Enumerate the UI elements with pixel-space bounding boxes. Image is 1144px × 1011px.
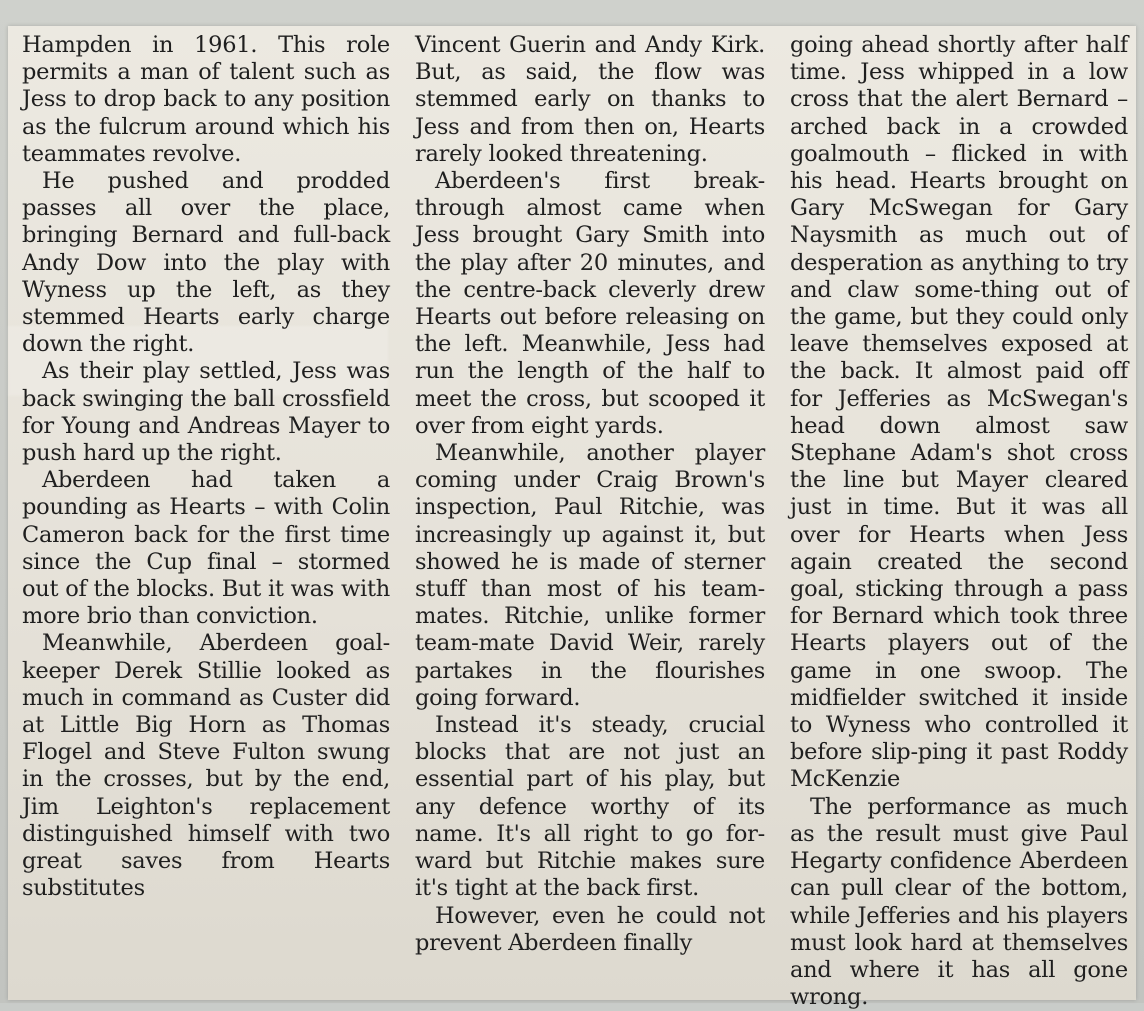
article-paragraph: Aberdeen had taken a pounding as Hearts – with Colin Cameron back for the first time since the Cup final – stormed out of the blocks. But it was with more brio than conviction. xyxy=(22,467,390,630)
article-paragraph: Vincent Guerin and Andy Kirk. But, as said, the flow was stemmed early on thanks to Jess and from then on, Hearts rarely looked threatening. xyxy=(415,32,765,167)
article-paragraph: He pushed and prodded passes all over the place, bringing Bernard and full-back Andy Dow into the play with Wyness up the left, as they stemmed Hearts early charge down the right. xyxy=(22,168,390,358)
article-paragraph: Hampden in 1961. This role permits a man of talent such as Jess to drop back to any position as the fulcrum around which his teammates revolve. xyxy=(22,32,390,167)
article-paragraph: Instead it's steady, crucial blocks that are not just an essential part of his play, but any defence worthy of its name. It's all right to go for-ward but Ritchie makes sure it's tight at the back first. xyxy=(415,712,765,902)
article-paragraph: Aberdeen's first break-through almost came when Jess brought Gary Smith into the play after 20 minutes, and the centre-back cleverly drew Hearts out before releasing on the left. Meanwhile, Jess had run the length of the half to meet the cross, but scooped it over from eight yards. xyxy=(415,168,765,439)
article-paragraph: Meanwhile, another player coming under Craig Brown's inspection, Paul Ritchie, was increasingly up against it, but showed he is made of sterner stuff than most of his team-mates. Ritchie, unlike former team-mate David Weir, rarely partakes in the flourishes going forward. xyxy=(415,440,765,711)
article-paragraph: As their play settled, Jess was back swinging the ball crossfield for Young and Andreas Mayer to push hard up the right. xyxy=(22,358,390,467)
article-column-1 xyxy=(22,32,390,992)
article-column-2 xyxy=(415,32,765,992)
article-paragraph: Meanwhile, Aberdeen goal-keeper Derek Stillie looked as much in command as Custer did at Little Big Horn as Thomas Flogel and Steve Fulton swung in the crosses, but by the end, Jim Leighton's replacement distinguished himself with two great saves from Hearts substitutes xyxy=(22,630,390,902)
article-paragraph: going ahead shortly after half time. Jess whipped in a low cross that the alert Bernard – arched back in a crowded goalmouth – flicked in with his head. Hearts brought on Gary McSwegan for Gary Naysmith as much out of desperation as anything to try and claw some-thing out of the game, but they could only leave themselves exposed at the back. It almost paid off for Jefferies as McSwegan's head down almost saw Stephane Adam's shot cross the line but Mayer cleared just in time. But it was all over for Hearts when Jess again created the second goal, sticking through a pass for Bernard which took three Hearts players out of the game in one swoop. The midfielder switched it inside to Wyness who controlled it before slip-ping it past Roddy McKenzie xyxy=(790,32,1128,793)
article-paragraph: The performance as much as the result must give Paul Hegarty confidence Aberdeen can pull clear of the bottom, while Jefferies and his players must look hard at themselves and where it has all gone wrong. xyxy=(790,793,1128,1011)
article-paragraph: However, even he could not prevent Aberdeen finally xyxy=(415,902,765,956)
article-columns xyxy=(8,26,1136,1011)
article-column-3 xyxy=(790,32,1128,1011)
newspaper-clipping xyxy=(8,26,1136,1011)
